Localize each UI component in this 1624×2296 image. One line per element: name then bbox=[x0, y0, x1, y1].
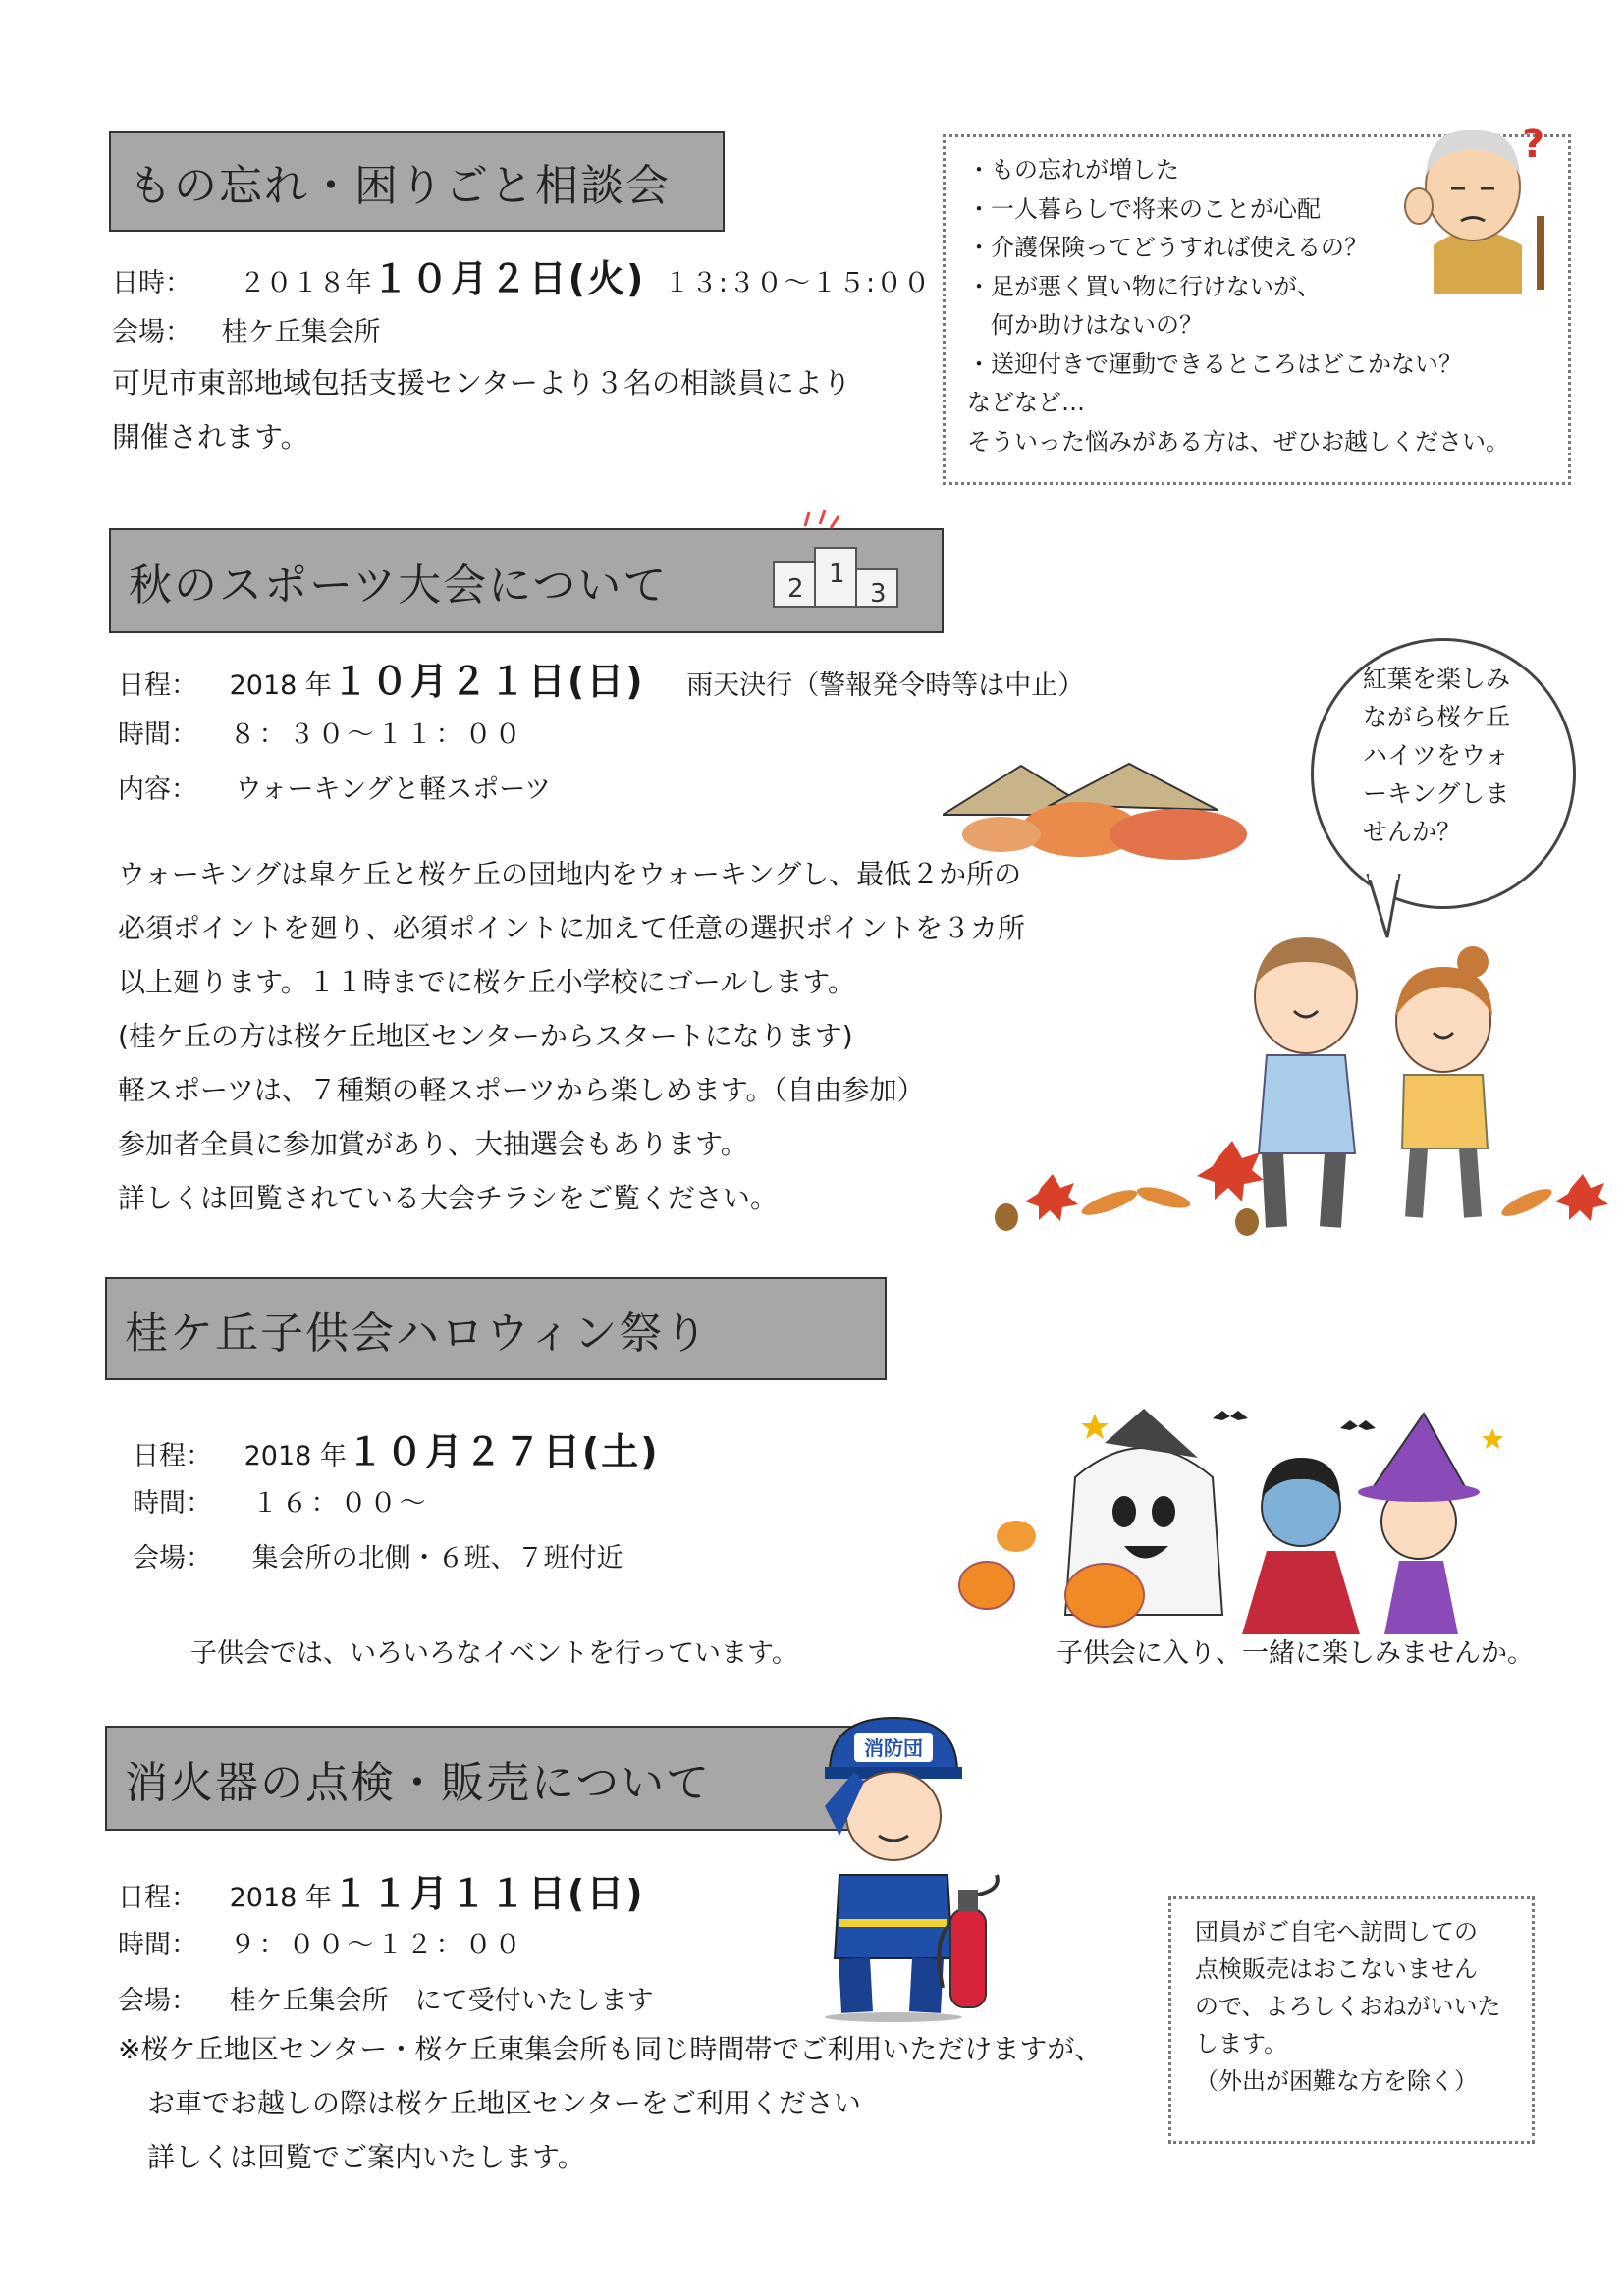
date-label: 日程： bbox=[118, 670, 197, 701]
halloween-illustration bbox=[928, 1399, 1517, 1634]
date-year: 2018 年 bbox=[229, 670, 332, 701]
s4-notes bbox=[118, 2022, 1102, 2184]
date-note: 雨天決行（警報発令時等は中止） bbox=[686, 670, 1085, 701]
podium-second-label: 2 bbox=[787, 574, 804, 604]
date-time: １３:３０～１５:００ bbox=[663, 268, 932, 298]
notice-line: ので、よろしくおねがいいた bbox=[1195, 1993, 1501, 2020]
description-line: ウォーキングは皐ケ丘と桜ケ丘の団地内をウォーキングし、最低２か所の bbox=[118, 858, 1022, 890]
notice-line: 点検販売はおこないません bbox=[1195, 1955, 1478, 1983]
fire-extinguisher-icon bbox=[933, 1870, 1011, 2017]
halloween-note-right: 子供会に入り、一緒に楽しみませんか。 bbox=[1056, 1638, 1534, 1669]
bubble-line: ながら桜ケ丘 bbox=[1363, 703, 1511, 731]
date-main: １１月１１日(日) bbox=[331, 1872, 645, 1915]
worry-item: ・もの忘れが増した bbox=[967, 156, 1179, 184]
description-line: 詳しくは回覧されている大会チラシをご覧ください。 bbox=[118, 1182, 779, 1214]
time-value: １６：００～ bbox=[251, 1488, 429, 1519]
section-title-text: 消火器の点検・販売について bbox=[125, 1757, 712, 1808]
s2-date-row bbox=[118, 660, 1084, 705]
bubble-line: ーキングしま bbox=[1363, 779, 1510, 808]
worry-item: ・一人暮らしで将来のことが心配 bbox=[967, 194, 1321, 223]
s4-date-row bbox=[118, 1872, 645, 1917]
date-label: 日程： bbox=[118, 1883, 197, 1913]
section-title-extinguisher bbox=[105, 1726, 884, 1831]
date-main: １０月２７日(土) bbox=[346, 1430, 660, 1473]
venue-value: 集会所の北側・６班、７班付近 bbox=[251, 1543, 623, 1574]
description-line: (桂ケ丘の方は桜ケ丘地区センターからスタートになります) bbox=[118, 1020, 853, 1052]
description-line: 開催されます。 bbox=[112, 420, 309, 454]
s4-time-row bbox=[118, 1930, 524, 1961]
section-title-text: もの忘れ・困りごと相談会 bbox=[129, 160, 671, 211]
worry-item: ・介護保険ってどうすれば使えるの？ bbox=[967, 234, 1368, 261]
date-year: 2018 年 bbox=[244, 1441, 347, 1471]
bubble-line: ハイツをウォ bbox=[1363, 741, 1510, 770]
time-label: 時間： bbox=[133, 1488, 212, 1519]
time-value: ８：３０～１１：００ bbox=[229, 720, 524, 750]
notice-line: 団員がご自宅へ訪問しての bbox=[1195, 1918, 1478, 1946]
description-line: 必須ポイントを廻り、必須ポイントに加えて任意の選択ポイントを３カ所 bbox=[118, 912, 1026, 944]
content-label: 内容： bbox=[118, 774, 197, 805]
section-title-halloween bbox=[105, 1277, 887, 1380]
description-line: 参加者全員に参加賞があり、大抽選会もあります。 bbox=[118, 1128, 748, 1160]
description-line: 可児市東部地域包括支援センターより３名の相談員により bbox=[112, 366, 851, 400]
time-label: 時間： bbox=[118, 720, 197, 750]
podium-third-label: 3 bbox=[870, 579, 887, 609]
visit-notice-box bbox=[1168, 1896, 1535, 2144]
note-line: お車でお越しの際は桜ケ丘地区センターをご利用ください bbox=[147, 2087, 861, 2119]
s1-description bbox=[112, 357, 851, 465]
s2-time-row bbox=[118, 720, 524, 751]
worry-item: などなど… bbox=[967, 389, 1085, 416]
section-title-text: 桂ケ丘子供会ハロウィン祭り bbox=[125, 1308, 710, 1359]
worry-item: そういった悩みがある方は、ぜひお越しください。 bbox=[967, 427, 1509, 455]
date-year: ２０１８年 bbox=[239, 268, 372, 298]
walking-couple-illustration bbox=[982, 903, 1610, 1247]
bubble-line: 紅葉を楽しみ bbox=[1363, 665, 1511, 693]
time-value: ９：００～１２：００ bbox=[229, 1930, 524, 1960]
time-label: 時間： bbox=[118, 1930, 197, 1960]
notice-line: （外出が困難な方を除く） bbox=[1195, 2067, 1478, 2095]
description-line: 軽スポーツは、７種類の軽スポーツから楽しめます。（自由参加） bbox=[118, 1074, 925, 1106]
s3-date-row bbox=[133, 1430, 660, 1475]
notice-line: します。 bbox=[1195, 2030, 1288, 2057]
s1-venue-row bbox=[112, 317, 381, 348]
confused-elder-illustration bbox=[1375, 98, 1571, 294]
s3-venue-row bbox=[133, 1543, 623, 1575]
section-title-text: 秋のスポーツ大会について bbox=[129, 560, 669, 611]
date-year: 2018 年 bbox=[229, 1883, 332, 1913]
description-line: 以上廻ります。１１時までに桜ケ丘小学校にゴールします。 bbox=[118, 966, 855, 998]
venue-label: 会場： bbox=[112, 317, 191, 347]
halloween-note-left: 子供会では、いろいろなイベントを行っています。 bbox=[190, 1638, 798, 1669]
worry-item: ・足が悪く買い物に行けないが、 bbox=[967, 272, 1321, 300]
svg-text:?: ? bbox=[1522, 122, 1545, 167]
date-main: １０月２１日(日) bbox=[331, 660, 645, 703]
venue-label: 会場： bbox=[133, 1543, 212, 1574]
podium-first-label: 1 bbox=[829, 560, 845, 589]
date-label: 日程： bbox=[133, 1441, 212, 1471]
podium-icon bbox=[766, 508, 903, 616]
venue-label: 会場： bbox=[118, 1986, 197, 2016]
s3-time-row bbox=[133, 1488, 429, 1520]
s2-content-row bbox=[118, 774, 551, 806]
s4-venue-row bbox=[118, 1986, 654, 2017]
date-main: １０月２日(火) bbox=[371, 257, 646, 300]
worry-item: 何か助けはないの？ bbox=[967, 311, 1203, 339]
venue-value: 桂ケ丘集会所 bbox=[221, 317, 381, 347]
note-line: ※桜ケ丘地区センター・桜ケ丘東集会所も同じ時間帯でご利用いただけますが、 bbox=[118, 2033, 1103, 2065]
content-value: ウォーキングと軽スポーツ bbox=[235, 774, 552, 805]
bubble-line: せんか？ bbox=[1363, 818, 1462, 846]
s1-date-row bbox=[112, 257, 931, 302]
section-title-consultation bbox=[109, 131, 725, 232]
venue-value: 桂ケ丘集会所 にて受付いたします bbox=[229, 1986, 654, 2016]
bubble-text bbox=[1363, 660, 1510, 851]
worry-item: ・送迎付きで運動できるところはどこかない？ bbox=[967, 349, 1462, 378]
date-label: 日時： bbox=[112, 268, 191, 298]
note-line: 詳しくは回覧でご案内いたします。 bbox=[147, 2141, 585, 2173]
s2-description bbox=[118, 847, 1025, 1225]
cap-badge-label: 消防団 bbox=[864, 1736, 923, 1760]
